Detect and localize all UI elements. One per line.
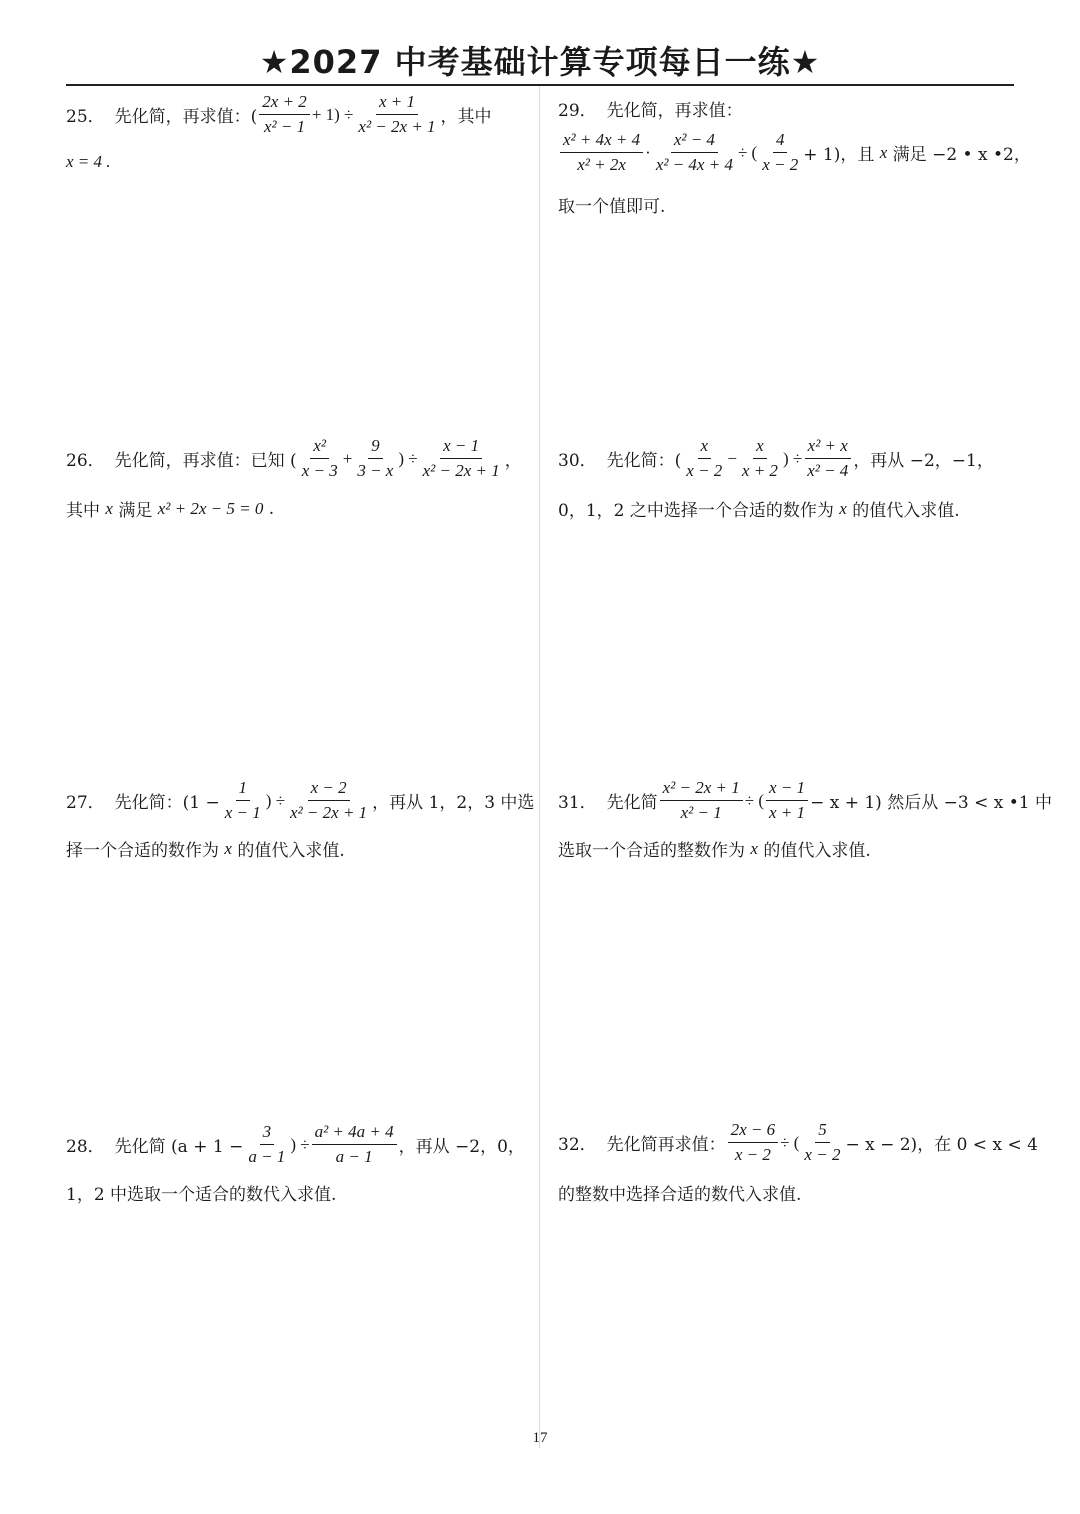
fraction (683, 436, 725, 481)
denominator: a − 1 (335, 1147, 373, 1166)
fraction (804, 436, 851, 481)
problem-text: ，再从 1，2，3 中选 (372, 793, 535, 813)
problem-text: 先化简：(1 − (114, 793, 220, 813)
variable: x (224, 838, 232, 858)
fraction (653, 130, 736, 175)
problem-text: − x − 2)，在 0 < x < 4 (845, 1135, 1038, 1155)
condition-text: 满足 (112, 501, 158, 521)
numerator: x − 1 (766, 778, 808, 801)
denominator: x − 3 (301, 461, 338, 480)
fraction (560, 130, 643, 175)
numerator: x (698, 436, 712, 459)
problem-text: ，再从 −2，−1， (853, 451, 994, 471)
numerator: 9 (368, 436, 383, 459)
condition-text: 0，1，2 之中选择一个合适的数作为 (558, 501, 840, 521)
fraction (299, 436, 341, 481)
condition-text: 的值代入求值. (846, 501, 960, 521)
numerator: x − 1 (440, 436, 482, 459)
fraction (739, 436, 781, 481)
numerator: x (753, 436, 767, 459)
problem-text: ，其中 (440, 107, 492, 127)
condition-text: . (263, 498, 275, 519)
problem-text: ，再从 −2，0， (398, 1137, 525, 1157)
fraction (222, 778, 264, 823)
denominator: x² − 4 (807, 461, 849, 480)
variable: x (839, 498, 847, 518)
condition-text: 择一个合适的数作为 (66, 841, 225, 861)
numerator: 3 (260, 1122, 275, 1145)
problem-number: 25． (66, 107, 105, 127)
title-rule (66, 84, 1014, 86)
condition-text: 的值代入求值. (757, 841, 871, 861)
variable: x (879, 142, 888, 162)
problem-number: 28． (66, 1137, 105, 1157)
equation: x² + 2x − 5 = 0 (157, 498, 264, 518)
condition-text: 取一个值即可. (558, 197, 666, 217)
denominator: 3 − x (357, 461, 394, 480)
fraction (355, 92, 438, 137)
denominator: x − 2 (734, 1145, 771, 1164)
numerator: 1 (236, 778, 251, 801)
problem-text: 先化简：( (606, 451, 682, 471)
fraction (660, 778, 743, 823)
problem-text: 满足 −2 • x •2， (887, 145, 1031, 165)
fraction (420, 436, 503, 481)
fraction (759, 130, 801, 175)
problem-text: 先化简 (606, 793, 658, 813)
problem-text: + 1)，且 (803, 145, 880, 165)
denominator: x² − 2x + 1 (422, 461, 500, 480)
operator-text: ÷ ( (780, 1132, 800, 1152)
numerator: 4 (773, 130, 788, 153)
fraction (766, 778, 808, 823)
condition-text: 的整数中选择合适的数代入求值. (558, 1185, 802, 1205)
numerator: 2x − 6 (728, 1120, 779, 1143)
denominator: x² − 2x + 1 (358, 117, 436, 136)
denominator: a − 1 (248, 1147, 286, 1166)
denominator: x + 2 (741, 461, 778, 480)
problem-text: 先化简 (a + 1 − (114, 1137, 244, 1157)
operator-text: · (645, 142, 651, 162)
problem-text: ， (504, 451, 522, 471)
numerator: 5 (815, 1120, 830, 1143)
numerator: 2x + 2 (259, 92, 310, 115)
problem-number: 30． (558, 451, 597, 471)
fraction (728, 1120, 779, 1165)
numerator: x² − 4 (671, 130, 718, 153)
denominator: x² − 2x + 1 (290, 803, 368, 822)
problem-number: 29． (558, 101, 597, 121)
condition-text: x = 4 . (66, 152, 111, 171)
numerator: x² − 2x + 1 (660, 778, 743, 801)
denominator: x − 2 (762, 155, 799, 174)
fraction (259, 92, 310, 137)
denominator: x² − 1 (680, 803, 722, 822)
denominator: x − 1 (224, 803, 261, 822)
problem-text: 先化简，再求值：( (114, 107, 258, 127)
numerator: a² + 4a + 4 (312, 1122, 397, 1145)
numerator: x² + 4x + 4 (560, 130, 643, 153)
operator-text: ÷ ( (737, 142, 758, 162)
problem-number: 31． (558, 793, 597, 813)
problem-number: 26． (66, 451, 105, 471)
denominator: x² − 4x + 4 (655, 155, 733, 174)
denominator: x² − 1 (263, 117, 306, 136)
problem-text: 先化简再求值： (606, 1135, 726, 1155)
operator-text: + (342, 448, 353, 468)
fraction (354, 436, 396, 481)
numerator: x² + x (805, 436, 851, 459)
numerator: x² (310, 436, 329, 459)
operator-text: ) ÷ (398, 448, 418, 468)
operator-text: + 1) ÷ (311, 104, 354, 124)
denominator: x + 1 (769, 803, 806, 822)
operator-text: ) ÷ (265, 790, 286, 810)
condition-text: 选取一个合适的整数作为 (558, 841, 751, 861)
variable: x (750, 838, 758, 858)
condition-text: 其中 (66, 501, 106, 521)
page-title: ★2027 中考基础计算专项每日一练★ (259, 43, 821, 81)
condition-text: 的值代入求值. (231, 841, 345, 861)
operator-text: ÷ ( (744, 790, 765, 810)
fraction (801, 1120, 843, 1165)
problem-number: 27． (66, 793, 105, 813)
column-divider (539, 86, 540, 1448)
operator-text: ) ÷ (782, 448, 803, 468)
problem-text: 先化简，再求值：已知 ( (114, 451, 297, 471)
fraction (312, 1122, 397, 1167)
fraction (245, 1122, 288, 1167)
denominator: x − 2 (804, 1145, 841, 1164)
problem-text: − x + 1) 然后从 −3 < x •1 中 (810, 793, 1052, 813)
variable: x (105, 498, 113, 518)
problem-text: 先化简，再求值： (606, 101, 743, 121)
problem-number: 32． (558, 1135, 597, 1155)
operator-text: ) ÷ (290, 1134, 310, 1154)
denominator: x − 2 (686, 461, 723, 480)
fraction (287, 778, 370, 823)
condition-text: 1，2 中选取一个适合的数代入求值. (66, 1185, 337, 1205)
numerator: x + 1 (376, 92, 418, 115)
denominator: x² + 2x (577, 155, 626, 174)
numerator: x − 2 (308, 778, 350, 801)
operator-text: − (727, 448, 737, 468)
page-number: 17 (532, 1430, 548, 1446)
